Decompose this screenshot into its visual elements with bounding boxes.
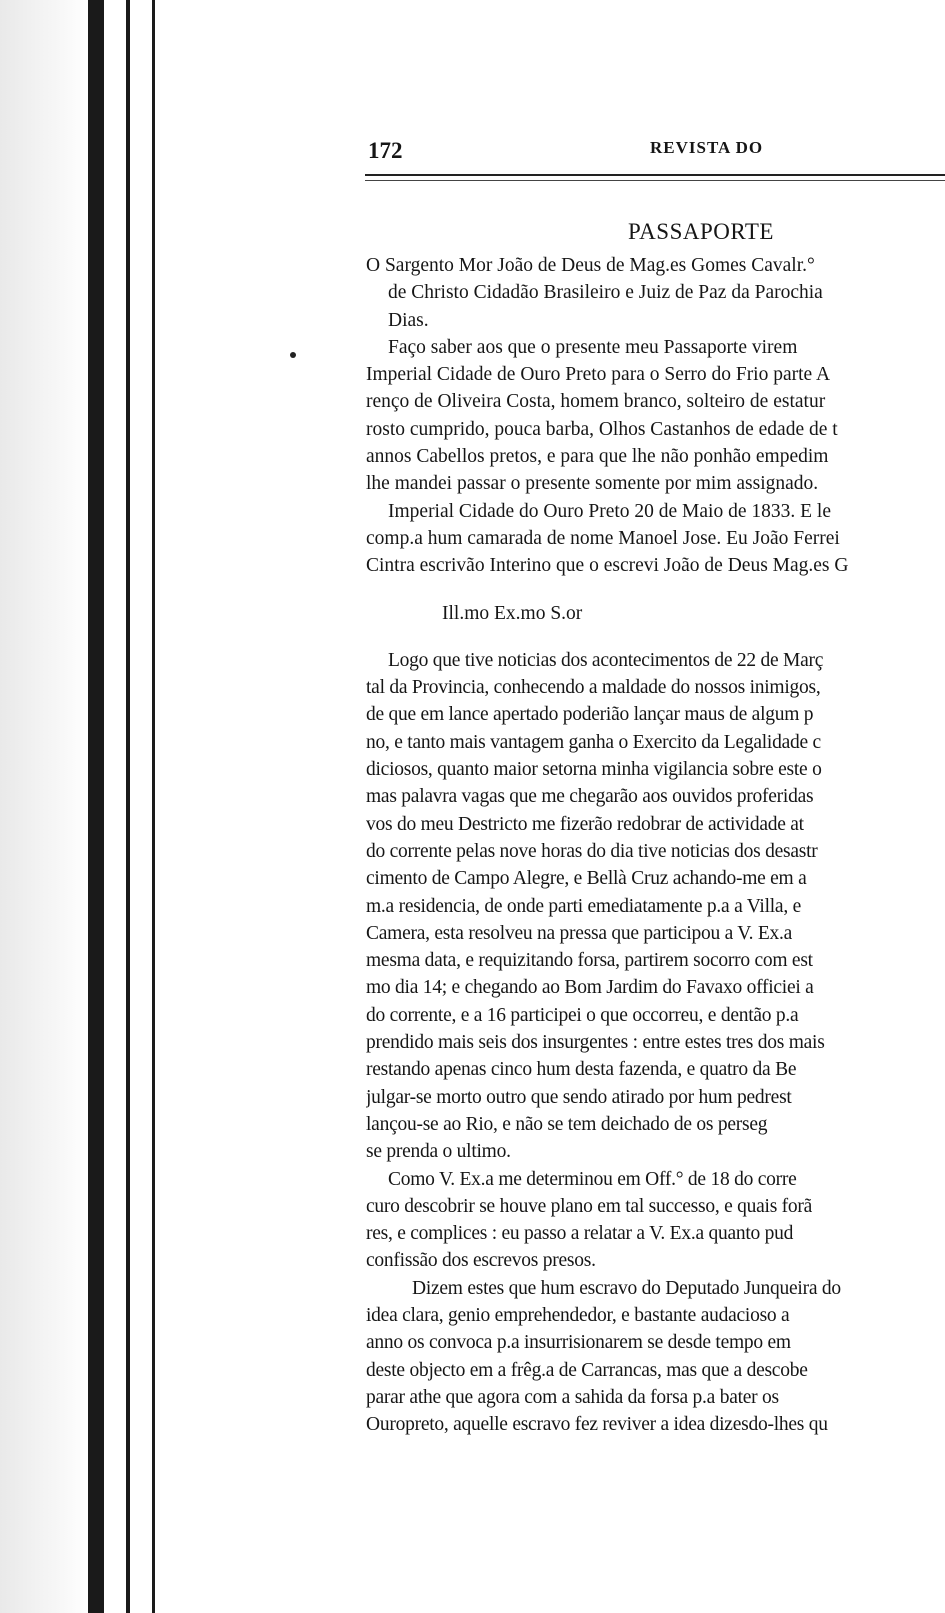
text-line: Imperial Cidade de Ouro Preto para o Serro do Frio parte A [366,364,831,386]
document-title: PASSAPORTE [628,219,774,244]
text-line: rosto cumprido, pouca barba, Olhos Castanhos de edade de t [366,418,838,440]
text-line: Dias. [388,309,429,331]
text-line: Imperial Cidade do Ouro Preto 20 de Maio de 1833. E le [388,500,831,522]
text-line: Faço saber aos que o presente meu Passaporte virem [388,336,798,358]
text-line: lançou-se ao Rio, e não se tem deichado de os perseg [366,1113,768,1135]
text-line: curo descobrir se houve plano em tal successo, e quais forã [366,1195,813,1217]
text-line: Como V. Ex.a me determinou em Off.° de 18 do corre [388,1168,797,1190]
text-line: cimento de Campo Alegre, e Bellà Cruz achando-me em a [366,868,807,890]
text-line: restando apenas cinco hum desta fazenda, e quatro da Be [366,1059,797,1081]
text-line: comp.a hum camarada de nome Manoel Jose. Eu João Ferrei [366,527,840,549]
header-rule [365,174,945,181]
binding-edge-thin [126,0,130,1613]
text-line: parar athe que agora com a sahida da forsa p.a bater os [366,1386,779,1408]
running-header-title: REVISTA DO [650,138,764,157]
text-line: de Christo Cidadão Brasileiro e Juiz de Paz da Parochia [388,282,823,304]
text-line: Logo que tive noticias dos acontecimentos de 22 de Març [388,649,824,671]
text-line: diciosos, quanto maior setorna minha vigilancia sobre este o [366,759,822,781]
text-line: renço de Oliveira Costa, homem branco, solteiro de estatur [366,391,826,413]
text-line: do corrente pelas nove horas do dia tive noticias dos desastr [366,840,818,862]
text-line: prendido mais seis dos insurgentes : entre estes tres dos mais [366,1032,825,1054]
text-line: res, e complices : eu passo a relatar a V. Ex.a quanto pud [366,1223,794,1245]
text-line: tal da Provincia, conhecendo a maldade do nossos inimigos, [366,677,821,699]
letter-salutation: Ill.mo Ex.mo S.or [442,602,583,624]
text-line: idea clara, genio emprehendedor, e bastante audacioso a [366,1304,790,1326]
page-body [366,212,945,1438]
text-line: m.a residencia, de onde parti emediatamente p.a a Villa, e [366,895,801,917]
text-line: annos Cabellos pretos, e para que lhe não ponhão empedim [366,446,829,468]
text-line: lhe mandei passar o presente somente por mim assignado. [366,473,819,495]
text-line: de que em lance apertado poderião lançar maus de algum p [366,704,814,726]
text-line: no, e tanto mais vantagem ganha o Exercito da Legalidade c [366,731,821,753]
text-line: mo dia 14; e chegando ao Bom Jardim do Favaxo officiei a [366,977,814,999]
text-line: confissão dos escrevos presos. [366,1250,596,1272]
text-line: mas palavra vagas que me chegarão aos ouvidos proferidas [366,786,814,808]
text-line: anno os convoca p.a insurrisionarem se desde tempo em [366,1332,791,1354]
passport-section [366,252,945,580]
letter-section [366,647,945,1439]
text-line: mesma data, e requizitando forsa, partirem socorro com est [366,950,813,972]
text-line: do corrente, e a 16 participei o que occorreu, e dentão p.a [366,1004,799,1026]
page-gutter-shadow [0,0,90,1613]
text-line: se prenda o ultimo. [366,1141,511,1163]
binding-edge-inner [152,0,155,1613]
text-line: Camera, esta resolveu na pressa que participou a V. Ex.a [366,922,793,944]
text-line: Ouropreto, aquelle escravo fez reviver a idea dizesdo-lhes qu [366,1414,828,1436]
ink-speck [290,352,296,358]
text-line: julgar-se morto outro que sendo atirado por hum pedrest [366,1086,792,1108]
binding-edge-thick [88,0,104,1613]
text-line: deste objecto em a frêg.a de Carrancas, mas que a descobe [366,1359,808,1381]
text-line: vos do meu Destricto me fizerão redobrar de actividade at [366,813,804,835]
text-line: Dizem estes que hum escravo do Deputado Junqueira do [412,1277,841,1299]
page-number: 172 [368,138,403,163]
text-line: Cintra escrivão Interino que o escrevi João de Deus Mag.es G [366,555,849,577]
text-line: O Sargento Mor João de Deus de Mag.es Gomes Cavalr.° [366,255,815,276]
